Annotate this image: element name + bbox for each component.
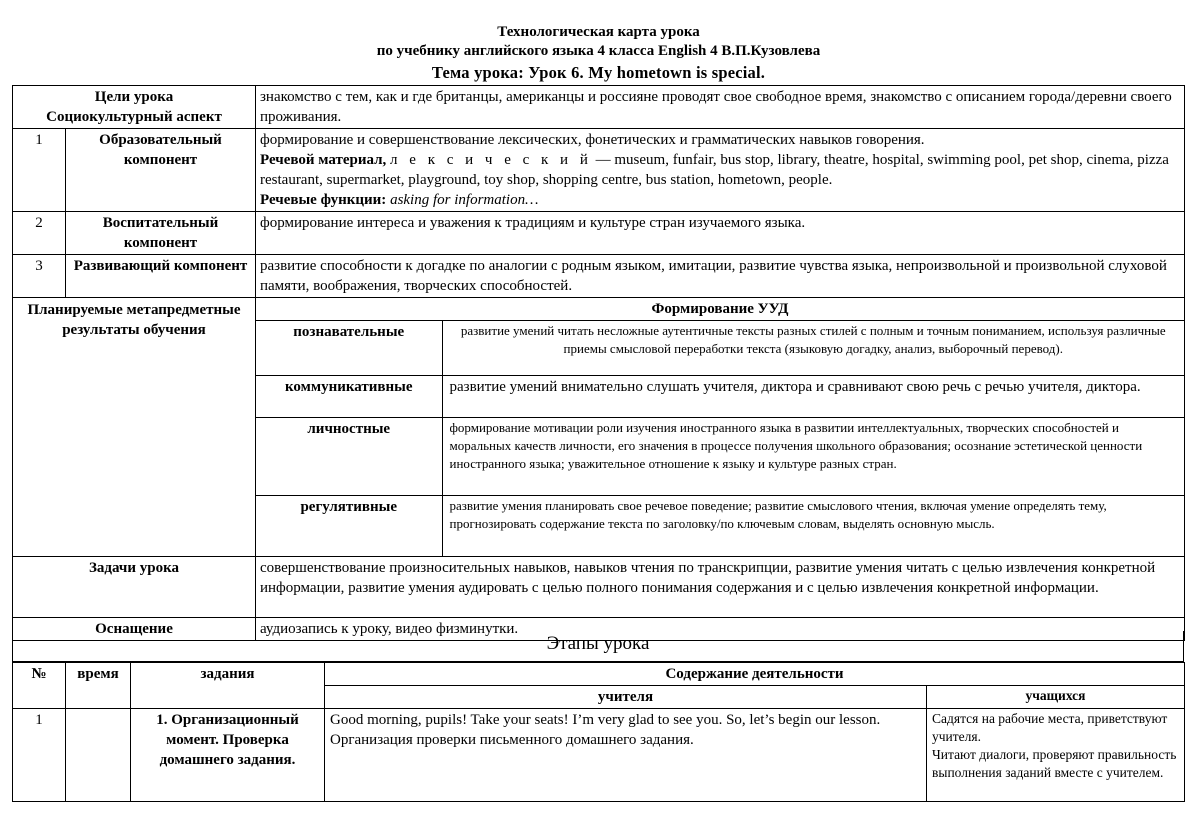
uud-title: Формирование УУД xyxy=(256,298,1184,321)
stages-table xyxy=(12,662,1185,802)
stage-task: 1. Организационный момент. Проверка домашнего задания. xyxy=(131,709,325,802)
col-header-teacher: учителя xyxy=(325,686,927,709)
stage-teacher-activity: Good morning, pupils! Take your seats! I’m very glad to see you. So, let’s begin our lesson. Организация проверки письменного домашнего задания. xyxy=(325,709,927,802)
goals-text: знакомство с тем, как и где британцы, американцы и россияне проводят свое свободное время, знакомство с описанием города/деревни своего проживания. xyxy=(256,86,1185,129)
stages-title: Этапы урока xyxy=(12,631,1184,662)
component-text: формирование интереса и уважения к традициям и культуре стран изучаемого языка. xyxy=(256,212,1185,255)
planned-results-label: Планируемые метапредметные результаты обучения xyxy=(13,298,256,557)
lesson-topic: Тема урока: Урок 6. My hometown is special. xyxy=(431,63,766,82)
uud-cell xyxy=(256,298,1185,557)
component-name: Развивающий компонент xyxy=(66,255,256,298)
stage-student-activity: Садятся на рабочие места, приветствуют учителя. Читают диалоги, проверяют правильность выполнения заданий вместе с учителем. xyxy=(927,709,1185,802)
component-text: развитие способности к догадке по аналогии с родным языком, имитации, развитие чувства языка, непроизвольной и произвольной слуховой памяти, воображения, творческих способностей. xyxy=(256,255,1185,298)
uud-text: развитие умений внимательно слушать учителя, диктора и сравнивают свою речь с речью учителя, диктора. xyxy=(442,376,1184,418)
speech-material-label: Речевой материал, xyxy=(260,152,387,168)
uud-type: личностные xyxy=(256,418,442,496)
stage-num: 1 xyxy=(13,709,66,802)
equipment-text: аудиозапись к уроку, видео физминутки. xyxy=(256,617,1185,640)
uud-type: познавательные xyxy=(256,321,442,376)
uud-text: развитие умений читать несложные аутентичные тексты разных стилей с полным и точным пониманием, используя различные приемы смысловой переработки текста (языковую догадку, анализ, выборочный перевод). xyxy=(442,321,1184,376)
col-header-num: № xyxy=(13,663,66,709)
stage-time xyxy=(66,709,131,802)
uud-type: регулятивные xyxy=(256,496,442,556)
col-header-task-spacer xyxy=(131,686,325,709)
functions-label: Речевые функции: xyxy=(260,192,387,208)
component-name: Воспитательный компонент xyxy=(66,212,256,255)
col-header-students: учащихся xyxy=(927,686,1185,709)
uud-text: формирование мотивации роли изучения иностранного языка в развитии интеллектуальных, творческих способностей и моральных качеств личности, его значения в процессе получения школьного образования; осознание эстетической ценности иностранного языка; уважительное отношение к языку и культуре разных стран. xyxy=(442,418,1184,496)
component-text: формирование и совершенствование лексических, фонетических и грамматических навыков говорения. Речевой материал, л е к с и ч е с к и й — museum, funfair, bus stop, library, theatre, hospital, swimming pool, pet shop, cinema, pizza restaurant, supermarket, playground, toy shop, shopping centre, bus station, hometown, people. Речевые функции: asking for information… xyxy=(256,129,1185,212)
doc-title: Технологическая карта урока xyxy=(497,24,700,40)
uud-type: коммуникативные xyxy=(256,376,442,418)
goals-label: Цели урока Социокультурный аспект xyxy=(13,86,256,129)
uud-text: развитие умения планировать свое речевое поведение; развитие смыслового чтения, включая умение определять тему, прогнозировать содержание текста по заголовку/по ключевым словам, выделять основную мысль. xyxy=(442,496,1184,556)
lexical-label: л е к с и ч е с к и й xyxy=(390,152,592,168)
col-header-content: Содержание деятельности xyxy=(325,663,1185,686)
tasks-label: Задачи урока xyxy=(13,556,256,617)
component-name: Образовательный компонент xyxy=(66,129,256,212)
lexical-text: — museum, funfair, bus stop, library, theatre, hospital, swimming pool, pet shop, cinema, pizza restaurant, supermarket, playground, toy shop, shopping centre, bus station, hometown, people. xyxy=(260,152,1169,188)
functions-text: asking for information… xyxy=(390,192,539,208)
col-header-time: время xyxy=(66,663,131,709)
component-num: 1 xyxy=(13,129,66,212)
lesson-plan-table xyxy=(12,85,1185,641)
equipment-label: Оснащение xyxy=(13,617,256,640)
doc-subtitle: по учебнику английского языка 4 класса English 4 В.П.Кузовлева xyxy=(376,43,821,59)
component-num: 3 xyxy=(13,255,66,298)
uud-table xyxy=(256,298,1184,556)
tasks-text: совершенствование произносительных навыков, навыков чтения по транскрипции, развитие умения читать с целью извлечения конкретной информации, развитие умения аудировать с целью полного понимания содержания и с целью извлечения конкретной информации. xyxy=(256,556,1185,617)
col-header-task: задания xyxy=(131,663,325,686)
component-num: 2 xyxy=(13,212,66,255)
